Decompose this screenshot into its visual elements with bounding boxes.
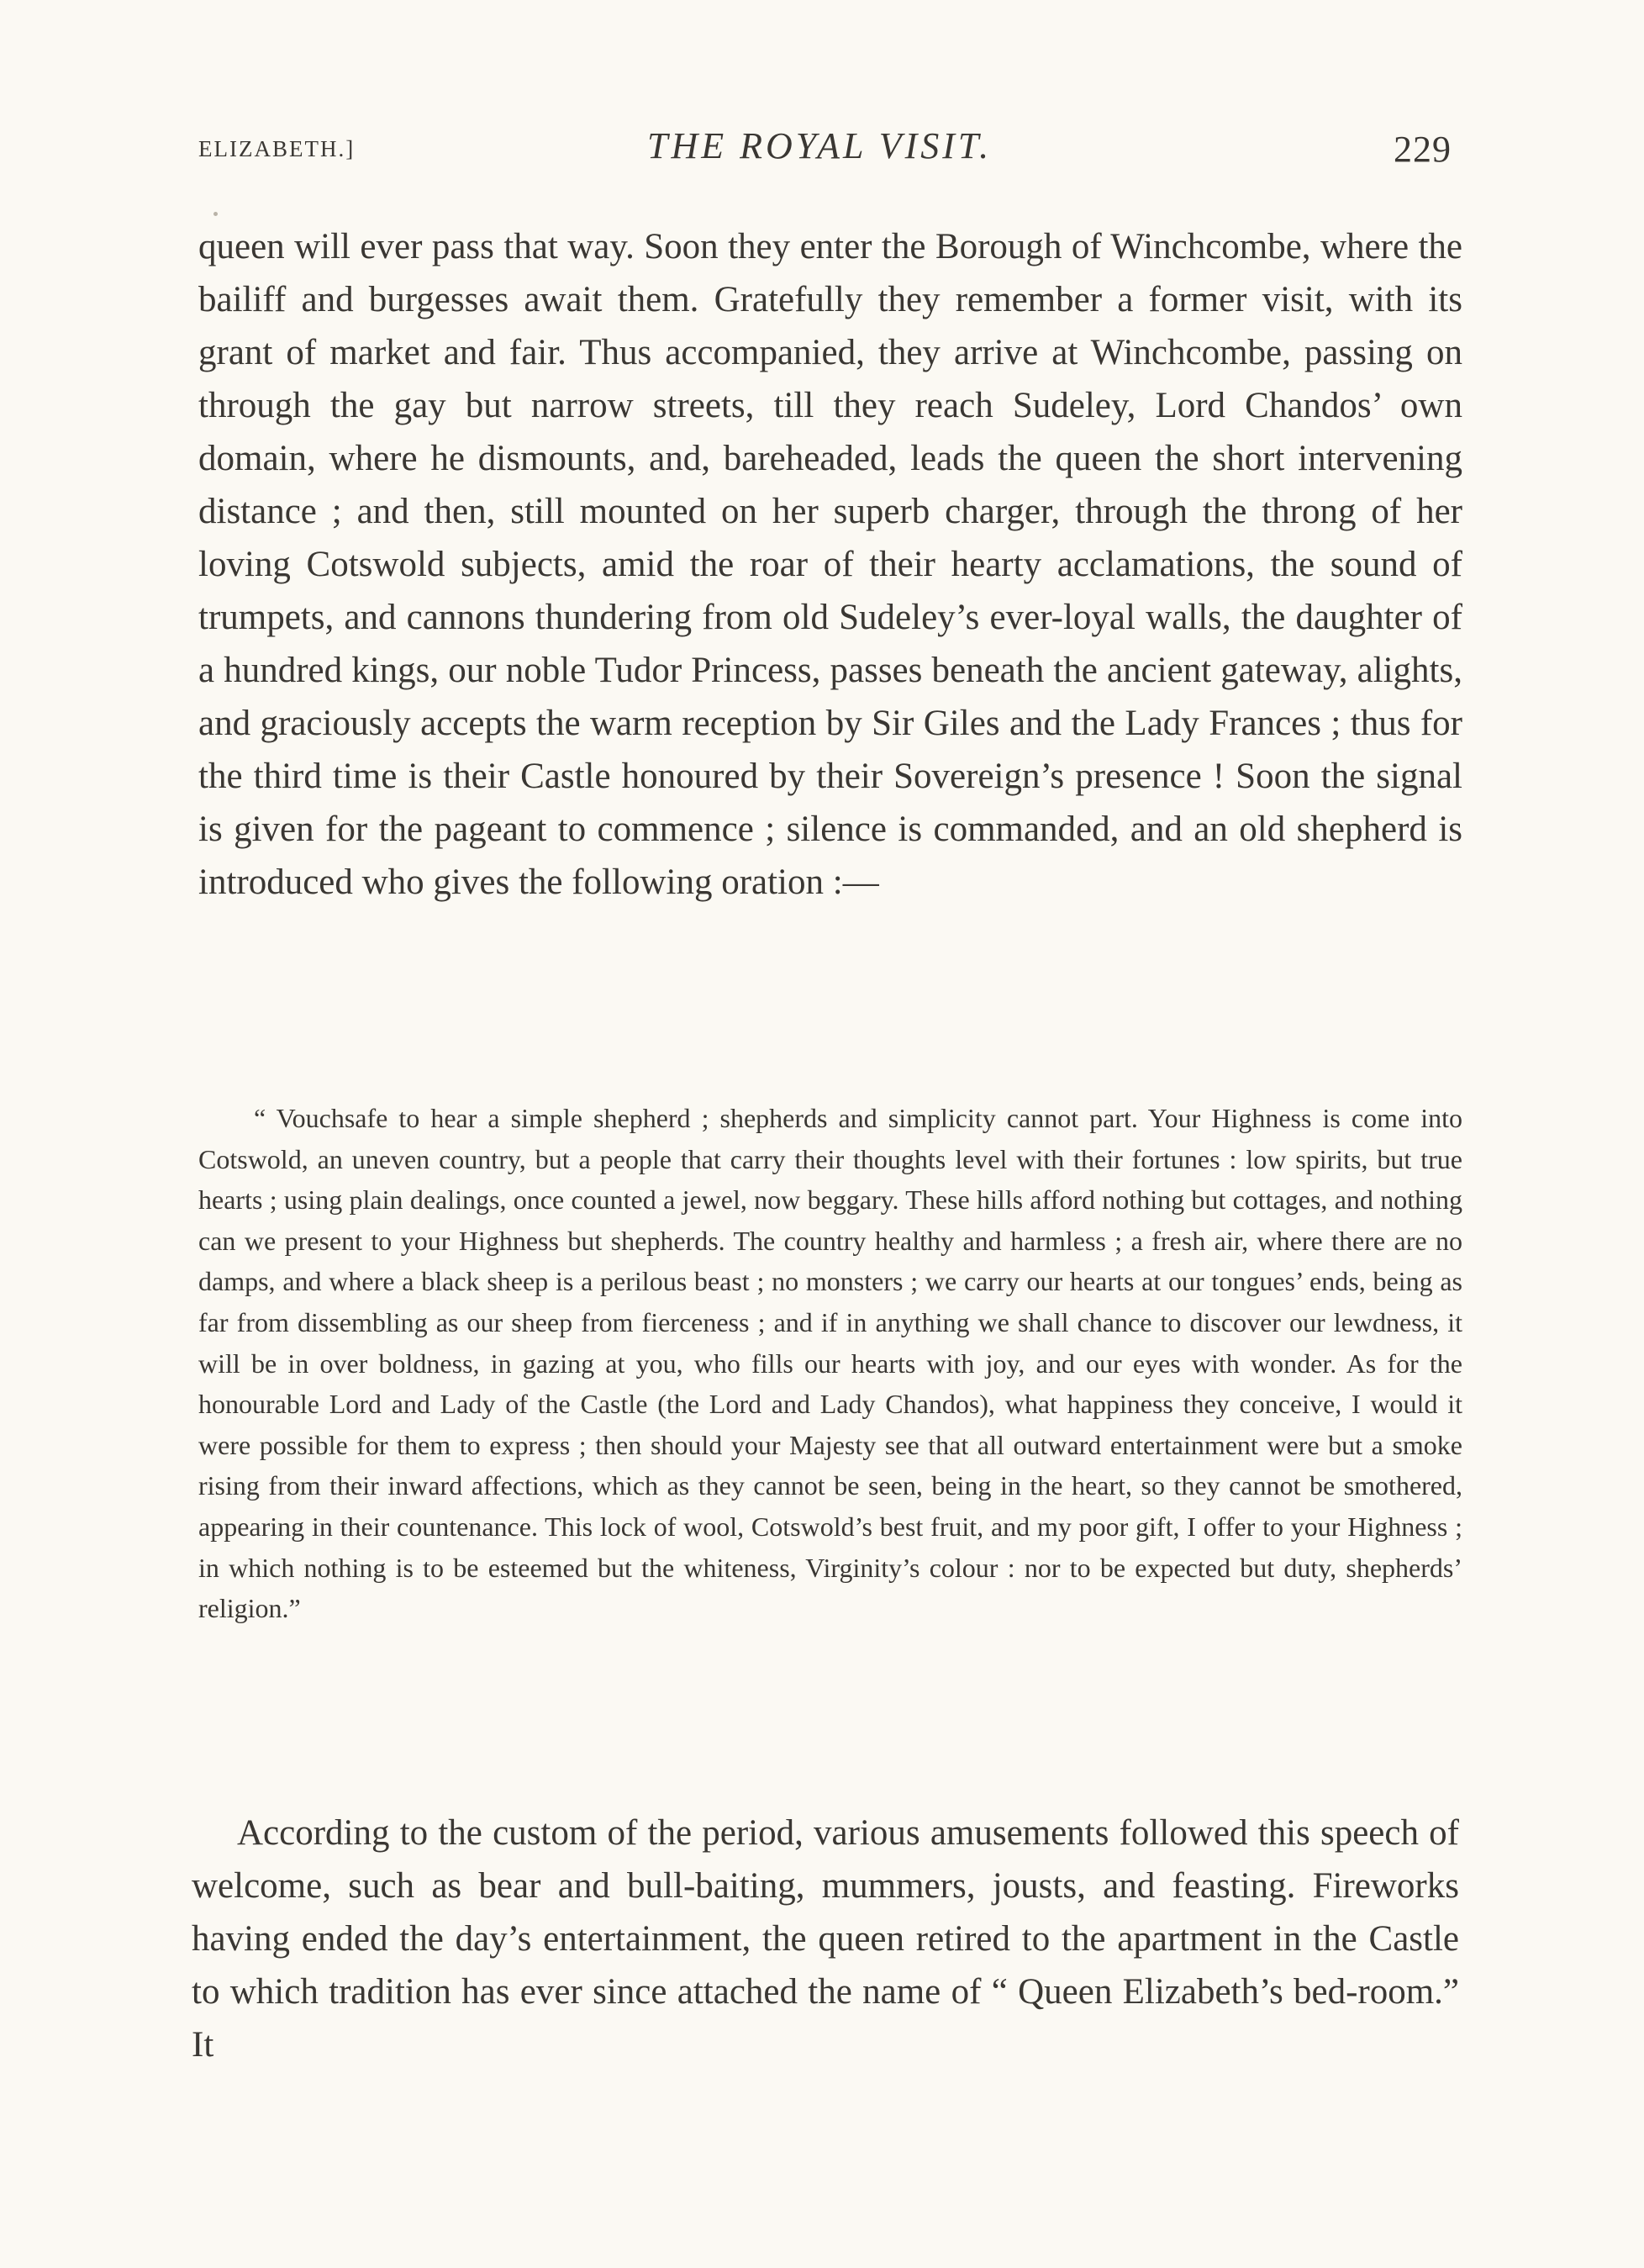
page-number: 229 bbox=[1394, 129, 1452, 170]
running-title: THE ROYAL VISIT. bbox=[647, 125, 993, 166]
paragraph-closing: According to the custom of the period, various amusements followed this speech of welcome, such as bear and bull-baiting, mummers, jousts, and feasting. Fireworks having ended the day’s entertainment, the queen retired to the apartment in the Castle to which tradition has ever since attached the name of “ Queen Elizabeth’s bed-room.” It bbox=[192, 1813, 1459, 2065]
paragraph-main: queen will ever pass that way. Soon they enter the Borough of Winchcombe, where the bailiff and burgesses await them. Gratefully they remember a former visit, with its grant of market and fair. Thus accompanied, they arrive at Winchcombe, passing on through the gay but narrow streets, till they reach Sudeley, Lord Chandos’ own domain, where he dismounts, and, bareheaded, leads the queen the short intervening distance ; and then, still mounted on her superb charger, through the throng of her loving Cotswold subjects, amid the roar of their hearty acclamations, the sound of trumpets, and cannons thundering from old Sudeley’s ever-loyal walls, the daughter of a hundred kings, our noble Tudor Princess, passes beneath the ancient gateway, alights, and graciously accepts the warm reception by Sir Giles and the Lady Frances ; thus for the third time is their Castle honoured by their Sovereign’s presence ! Soon the signal is given for the pageant to commence ; silence is commanded, and an old shepherd is introduced who gives the following oration :— bbox=[198, 227, 1462, 902]
ink-speck bbox=[213, 212, 218, 216]
running-header bbox=[0, 124, 1644, 183]
running-head-left: ELIZABETH.] bbox=[198, 136, 356, 161]
quoted-oration: “ Vouchsafe to hear a simple shepherd ; shepherds and simplicity cannot part. Your Highness is come into Cotswold, an uneven country, but a people that carry their thoughts level with their fortunes : low spirits, but true hearts ; using plain dealings, once counted a jewel, now beggary. These hills afford nothing but cottages, and nothing can we present to your Highness but shepherds. The country healthy and harmless ; a fresh air, where there are no damps, and where a black sheep is a perilous beast ; no monsters ; we carry our hearts at our tongues’ ends, being as far from dissembling as our sheep from fierceness ; and if in anything we shall chance to discover our lewdness, it will be in over boldness, in gazing at you, who fills our hearts with joy, and our eyes with wonder. As for the honourable Lord and Lady of the Castle (the Lord and Lady Chandos), what happiness they conceive, I would it were possible for them to express ; then should your Majesty see that all outward entertainment were but a smoke rising from their inward affections, which as they cannot be seen, being in the heart, so they cannot be smothered, appearing in their countenance. This lock of wool, Cotswold’s best fruit, and my poor gift, I offer to your Highness ; in which nothing is to be esteemed but the whiteness, Virginity’s colour : nor to be expected but duty, shepherds’ religion.” bbox=[198, 1103, 1462, 1624]
